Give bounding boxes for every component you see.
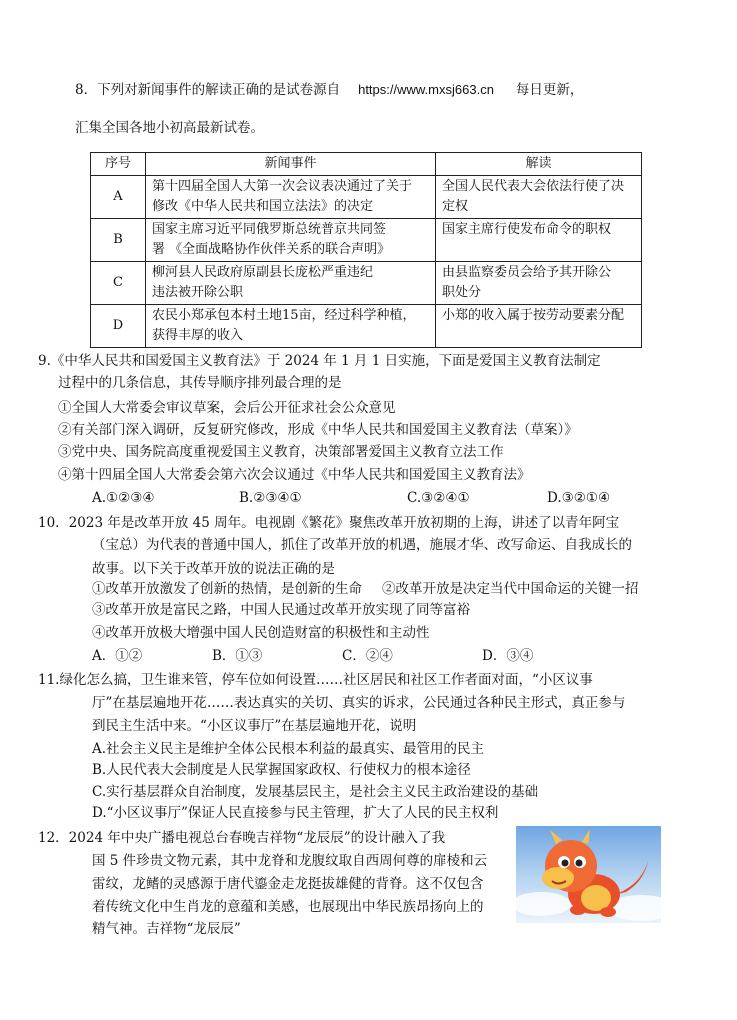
dragon-icon <box>516 826 661 923</box>
q11-stem-line3: 到民主生活中来。“小区议事厅”在基层遍地开花，说明 <box>92 718 417 734</box>
row-reading <box>436 219 642 262</box>
reading-line: 由县监察委员会给予其开除公 <box>442 265 612 280</box>
header-num: 序号 <box>91 153 146 176</box>
news-events-table <box>90 152 642 348</box>
table-row <box>91 176 642 219</box>
q10-stem-line2: （宝总）为代表的普通中国人，抓住了改革开放的机遇，施展才华、改写命运、自我成长的 <box>92 537 632 553</box>
event-line: 获得丰厚的收入 <box>152 328 244 343</box>
reading-line: 小郑的收入属于按劳动要素分配 <box>442 308 625 323</box>
row-reading <box>436 176 642 219</box>
event-line: 国家主席习近平同俄罗斯总统普京共同签 <box>152 222 387 237</box>
q9-item: ②有关部门深入调研，反复研究修改，形成《中华人民共和国爱国主义教育法（草案）》 <box>58 422 578 438</box>
table-row <box>91 305 642 348</box>
q9-item: ①全国人大常委会审议草案，会后公开征求社会公众意见 <box>58 400 396 416</box>
q9-choice-a[interactable]: A.①②③④ <box>92 490 155 506</box>
reading-line: 全国人民代表大会依法行使了决 <box>442 179 625 194</box>
q10-choice-c[interactable]: C．②④ <box>342 648 393 664</box>
row-event <box>146 219 436 262</box>
q9-choices <box>92 488 652 508</box>
q10-item: ②改革开放是决定当代中国命运的关键一招 <box>382 581 639 597</box>
q10-choices <box>92 646 652 666</box>
row-event <box>146 176 436 219</box>
event-line: 第十四届全国人大第一次会议表决通过了关于 <box>152 179 413 194</box>
q11-stem-line2: 厅”在基层遍地开花……表达真实的关切、真实的诉求，公民通过各种民主形式，真正参与 <box>92 695 626 711</box>
reading-line: 职处分 <box>442 285 482 300</box>
dragon-mascot-image <box>516 826 661 923</box>
row-num: D <box>91 305 146 348</box>
header-event: 新闻事件 <box>146 153 436 176</box>
q10-item: ③改革开放是富民之路，中国人民通过改革开放实现了同等富裕 <box>92 602 470 618</box>
q12-stem-line3: 雷纹，龙鳍的灵感源于唐代鎏金走龙挺拔雄健的背脊。这不仅包含 <box>92 876 484 892</box>
q9-choice-c[interactable]: C.③②④① <box>407 490 470 506</box>
event-line: 违法被开除公职 <box>152 285 244 300</box>
q10-choice-d[interactable]: D．③④ <box>482 648 534 664</box>
q10-stem-line3: 故事。以下关于改革开放的说法正确的是 <box>92 561 335 577</box>
row-num: C <box>91 262 146 305</box>
row-event <box>146 262 436 305</box>
q11-option-b[interactable]: B.人民代表大会制度是人民掌握国家政权、行使权力的根本途径 <box>92 762 471 778</box>
q11-option-a[interactable]: A.社会主义民主是维护全体公民根本利益的最真实、最管用的民主 <box>92 741 485 757</box>
q12-stem-line2: 国 5 件珍贵文物元素，其中龙脊和龙腹纹取自西周何尊的扉棱和云 <box>92 853 488 869</box>
q9-item: ③党中央、国务院高度重视爱国主义教育，决策部署爱国主义教育立法工作 <box>58 444 504 460</box>
q10-items-row <box>92 579 639 599</box>
source-url: https://www.mxsj663.cn <box>358 82 494 97</box>
q10-stem-line1: 10．2023 年是改革开放 45 周年。电视剧《繁花》聚焦改革开放初期的上海，讲述了以青年阿宝 <box>38 515 620 531</box>
q9-item: ④第十四届全国人大常委会第六次会议通过《中华人民共和国爱国主义教育法》 <box>58 467 531 483</box>
q11-option-d[interactable]: D.“小区议事厅”保证人民直接参与民主管理，扩大了人民的民主权利 <box>92 805 499 821</box>
event-line: 农民小郑承包本村土地15亩，经过科学种植， <box>152 308 416 323</box>
table-row <box>91 219 642 262</box>
event-line: 署 《全面战略协作伙伴关系的联合声明》 <box>152 242 391 257</box>
row-event <box>146 305 436 348</box>
q12-stem-line4: 着传统文化中生肖龙的意蕴和美感，也展现出中华民族昂扬向上的 <box>92 899 484 915</box>
row-num: A <box>91 176 146 219</box>
q9-choice-d[interactable]: D.③②①④ <box>547 490 611 506</box>
q9-stem-line2: 过程中的几条信息，其传导顺序排列最合理的是 <box>58 375 342 391</box>
q10-choice-a[interactable]: A．①② <box>92 648 143 664</box>
q8-header-line1 <box>75 80 583 100</box>
table-header-row <box>91 153 642 176</box>
q12-stem-line1: 12．2024 年中央广播电视总台春晚吉祥物“龙辰辰”的设计融入了我 <box>38 830 446 846</box>
header-reading: 解读 <box>436 153 642 176</box>
table-row <box>91 262 642 305</box>
q11-option-c[interactable]: C.实行基层群众自治制度，发展基层民主，是社会主义民主政治建设的基础 <box>92 784 539 800</box>
q8-stem-tail: 每日更新， <box>515 82 584 98</box>
q8-header-line2: 汇集全国各地小初高最新试卷。 <box>75 120 264 136</box>
row-num: B <box>91 219 146 262</box>
reading-line: 国家主席行使发布命令的职权 <box>442 222 612 237</box>
row-reading <box>436 262 642 305</box>
q10-item: ①改革开放激发了创新的热情，是创新的生命 <box>92 581 362 597</box>
q12-stem-line5: 精气神。吉祥物“龙辰辰” <box>92 921 241 937</box>
reading-line: 定权 <box>442 199 469 214</box>
row-reading <box>436 305 642 348</box>
event-line: 修改《中华人民共和国立法法》的决定 <box>152 199 374 214</box>
q10-item: ④改革开放极大增强中国人民创造财富的积极性和主动性 <box>92 625 430 641</box>
q9-stem-line1: 9.《中华人民共和国爱国主义教育法》于 2024 年 1 月 1 日实施，下面是爱国主义教育法制定 <box>38 353 601 369</box>
event-line: 柳河县人民政府原副县长庞松严重违纪 <box>152 265 374 280</box>
q9-choice-b[interactable]: B.②③④① <box>239 490 302 506</box>
q8-stem: 8．下列对新闻事件的解读正确的是试卷源自 <box>75 82 341 98</box>
q11-stem-line1: 11.绿化怎么搞，卫生谁来管，停车位如何设置……社区居民和社区工作者面对面，“小区议事 <box>38 672 593 688</box>
q10-choice-b[interactable]: B．①③ <box>212 648 263 664</box>
